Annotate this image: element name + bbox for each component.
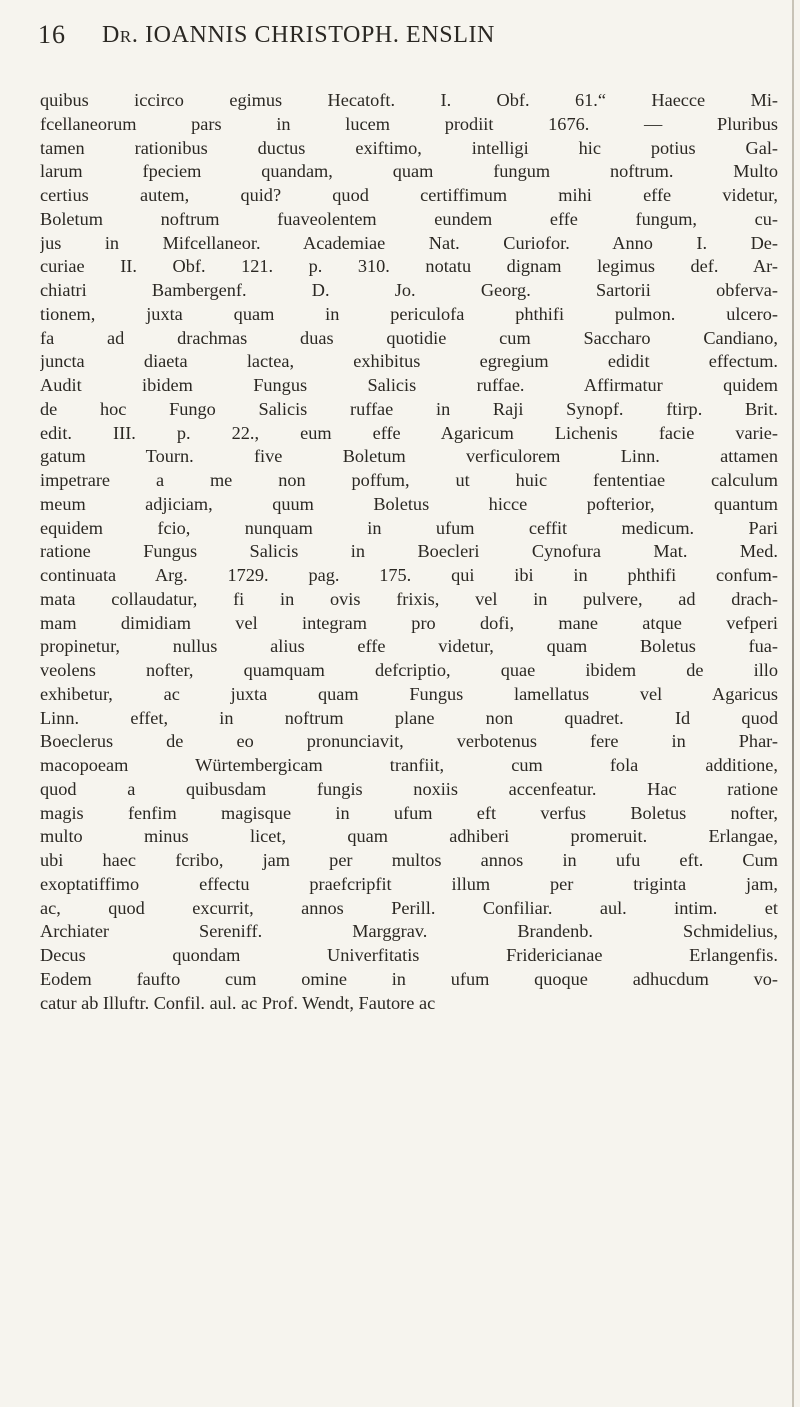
text-line: curiae II. Obf. 121. p. 310. notatu dignam legimus def. Ar- bbox=[40, 256, 778, 277]
text-line: Audit ibidem Fungus Salicis ruffae. Affirmatur quidem bbox=[40, 375, 778, 395]
text-line: Archiater Sereniff. Marggrav. Brandenb. Schmidelius, bbox=[40, 921, 778, 942]
text-line: ubi haec fcribo, jam per multos annos in ufu eft. Cum bbox=[40, 850, 778, 870]
text-line: fa ad drachmas duas quotidie cum Saccharo Candiano, bbox=[40, 327, 778, 348]
text-line: exhibetur, ac juxta quam Fungus lamellatus vel Agaricus bbox=[40, 683, 778, 704]
page-header bbox=[38, 16, 778, 64]
text-line: Boletum noftrum fuaveolentem eundem effe fungum, cu- bbox=[40, 208, 778, 229]
text-line: de hoc Fungo Salicis ruffae in Raji Synopf. ftirp. Brit. bbox=[40, 398, 778, 419]
text-line: propinetur, nullus alius effe videtur, quam Boletus fua- bbox=[40, 636, 778, 657]
body-text bbox=[40, 89, 778, 1015]
text-line: multo minus licet, quam adhiberi promeruit. Erlangae, bbox=[40, 826, 778, 847]
text-line: tamen rationibus ductus exiftimo, intelligi hic potius Gal- bbox=[40, 137, 778, 158]
page-edge bbox=[792, 0, 794, 1407]
text-line: tionem, juxta quam in periculofa phthifi pulmon. ulcero- bbox=[40, 303, 778, 324]
text-line: larum fpeciem quandam, quam fungum noftrum. Multo bbox=[40, 161, 778, 182]
text-line: continuata Arg. 1729. pag. 175. qui ibi in phthifi confum- bbox=[40, 565, 778, 585]
text-line: mata collaudatur, fi in ovis frixis, vel in pulvere, ad drach- bbox=[40, 588, 778, 609]
text-line: jus in Mifcellaneor. Academiae Nat. Curiofor. Anno I. De- bbox=[40, 232, 778, 253]
text-line: Eodem faufto cum omine in ufum quoque adhucdum vo- bbox=[40, 968, 778, 989]
text-line: certius autem, quid? quod certiffimum mihi effe videtur, bbox=[40, 185, 778, 205]
text-line: veolens nofter, quamquam defcriptio, quae ibidem de illo bbox=[40, 660, 778, 680]
text-line: chiatri Bambergenf. D. Jo. Georg. Sartorii obferva- bbox=[40, 280, 778, 300]
text-line: impetrare a me non poffum, ut huic fententiae calculum bbox=[40, 470, 778, 490]
text-line: macopoeam Würtembergicam tranfiit, cum fola additione, bbox=[40, 755, 778, 775]
text-line: fcellaneorum pars in lucem prodiit 1676. — Pluribus bbox=[40, 113, 778, 134]
text-line: meum adjiciam, quum Boletus hicce pofterior, quantum bbox=[40, 493, 778, 514]
running-head: Dr. IOANNIS CHRISTOPH. ENSLIN bbox=[102, 22, 495, 48]
text-line: exoptatiffimo effectu praefcripfit illum per triginta jam, bbox=[40, 873, 778, 894]
text-line: magis fenfim magisque in ufum eft verfus Boletus nofter, bbox=[40, 802, 778, 823]
text-line: Boeclerus de eo pronunciavit, verbotenus fere in Phar- bbox=[40, 731, 778, 752]
page-number: 16 bbox=[38, 20, 66, 49]
text-line: Linn. effet, in noftrum plane non quadret. Id quod bbox=[40, 707, 778, 728]
text-line: quibus iccirco egimus Hecatoft. I. Obf. 61.“ Haecce Mi- bbox=[40, 90, 778, 110]
text-line: juncta diaeta lactea, exhibitus egregium edidit effectum. bbox=[40, 351, 778, 372]
text-line: equidem fcio, nunquam in ufum ceffit medicum. Pari bbox=[40, 517, 778, 538]
text-line: quod a quibusdam fungis noxiis accenfeatur. Hac ratione bbox=[40, 778, 778, 799]
text-line: ac, quod excurrit, annos Perill. Confiliar. aul. intim. et bbox=[40, 897, 778, 918]
text-line: gatum Tourn. five Boletum verficulorem Linn. attamen bbox=[40, 446, 778, 467]
text-line: edit. III. p. 22., eum effe Agaricum Lichenis facie varie- bbox=[40, 422, 778, 443]
text-line: catur ab Illuftr. Confil. aul. ac Prof. Wendt, Fautore ac bbox=[40, 992, 436, 1013]
text-line: Decus quondam Univerfitatis Fridericianae Erlangenfis. bbox=[40, 945, 778, 965]
text-line: ratione Fungus Salicis in Boecleri Cynofura Mat. Med. bbox=[40, 541, 778, 562]
text-line: mam dimidiam vel integram pro dofi, mane atque vefperi bbox=[40, 612, 778, 633]
